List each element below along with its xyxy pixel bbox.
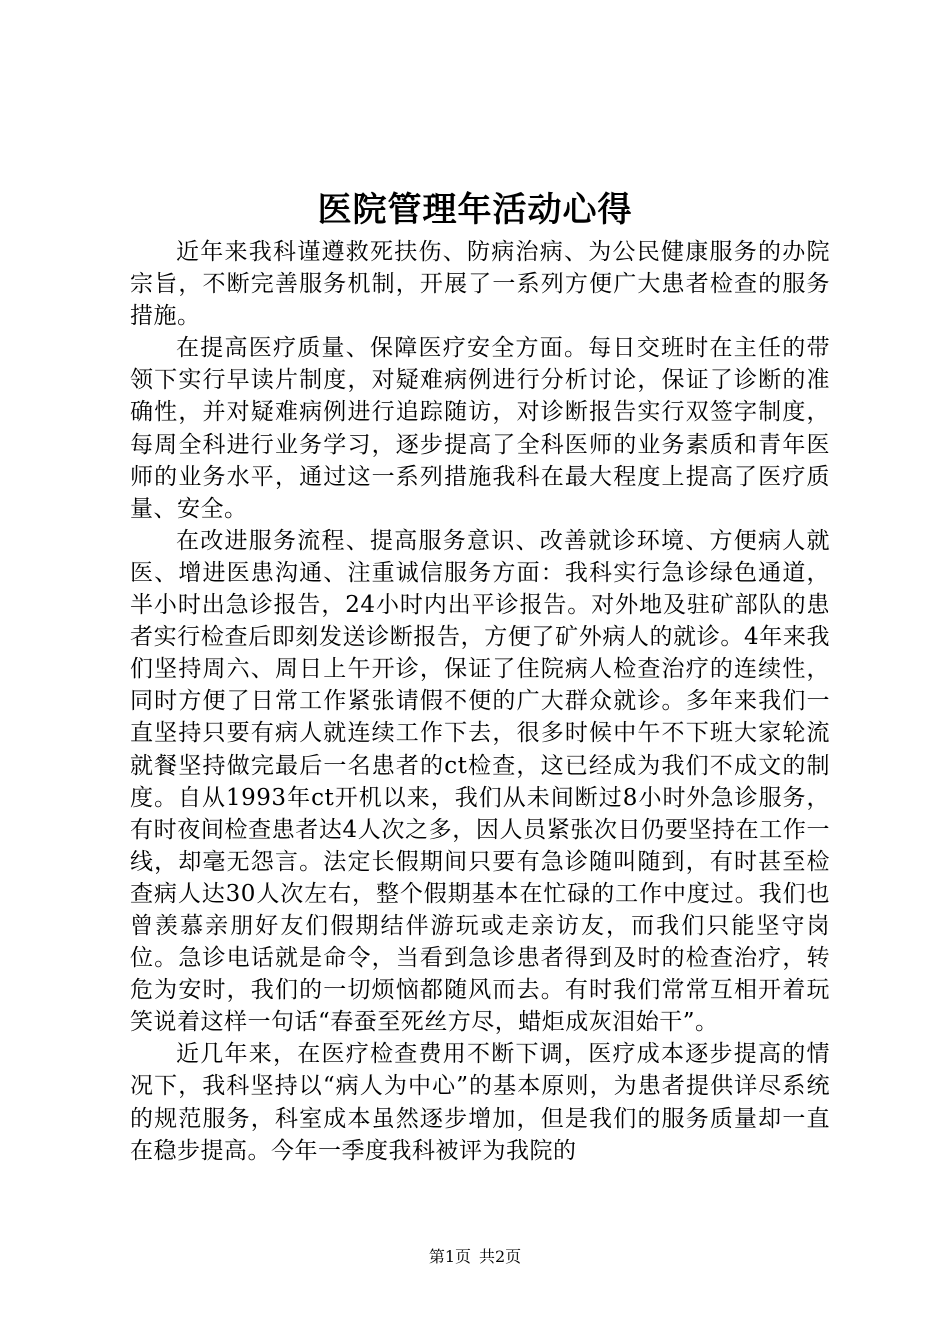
page-footer (0, 1247, 950, 1267)
paragraph-1: 近年来我科谨遵救死扶伤、防病治病、为公民健康服务的办院宗旨，不断完善服务机制，开展了一系列方便广大患者检查的服务措施。 (130, 239, 830, 330)
paragraph-4: 近几年来，在医疗检查费用不断下调，医疗成本逐步提高的情况下，我科坚持以“病人为中心”的基本原则，为患者提供详尽系统的规范服务，科室成本虽然逐步增加，但是我们的服务质量却一直在稳步提高。今年一季度我科被评为我院的 (130, 1041, 830, 1164)
document-body (130, 236, 830, 1167)
paragraph-3: 在改进服务流程、提高服务意识、改善就诊环境、方便病人就医、增进医患沟通、注重诚信服务方面：我科实行急诊绿色通道，半小时出急诊报告，24小时内出平诊报告。对外地及驻矿部队的患者实行检查后即刻发送诊断报告，方便了矿外病人的就诊。4年来我们坚持周六、周日上午开诊，保证了住院病人检查治疗的连续性，同时方便了日常工作紧张请假不便的广大群众就诊。多年来我们一直坚持只要有病人就连续工作下去，很多时候中午不下班大家轮流就餐坚持做完最后一名患者的ct检查，这已经成为我们不成文的制度。自从1993年ct开机以来，我们从未间断过8小时外急诊服务，有时夜间检查患者达4人次之多，因人员紧张次日仍要坚持在工作一线，却毫无怨言。法定长假期间只要有急诊随叫随到，有时甚至检查病人达30人次左右，整个假期基本在忙碌的工作中度过。我们也曾羡慕亲朋好友们假期结伴游玩或走亲访友，而我们只能坚守岗位。急诊电话就是命令，当看到急诊患者得到及时的检查治疗，转危为安时，我们的一切烦恼都随风而去。有时我们常常互相开着玩笑说着这样一句话“春蚕至死丝方尽，蜡炬成灰泪始干”。 (130, 527, 830, 1036)
page-total: 共2页 (479, 1247, 522, 1266)
paragraph-2: 在提高医疗质量、保障医疗安全方面。每日交班时在主任的带领下实行早读片制度，对疑难病例进行分析讨论，保证了诊断的准确性，并对疑难病例进行追踪随访，对诊断报告实行双签字制度，每周全科进行业务学习，逐步提高了全科医师的业务素质和青年医师的业务水平，通过这一系列措施我科在最大程度上提高了医疗质量、安全。 (130, 335, 830, 522)
page-number: 第1页 (428, 1247, 471, 1266)
document-title: 医院管理年活动心得 (317, 190, 633, 230)
